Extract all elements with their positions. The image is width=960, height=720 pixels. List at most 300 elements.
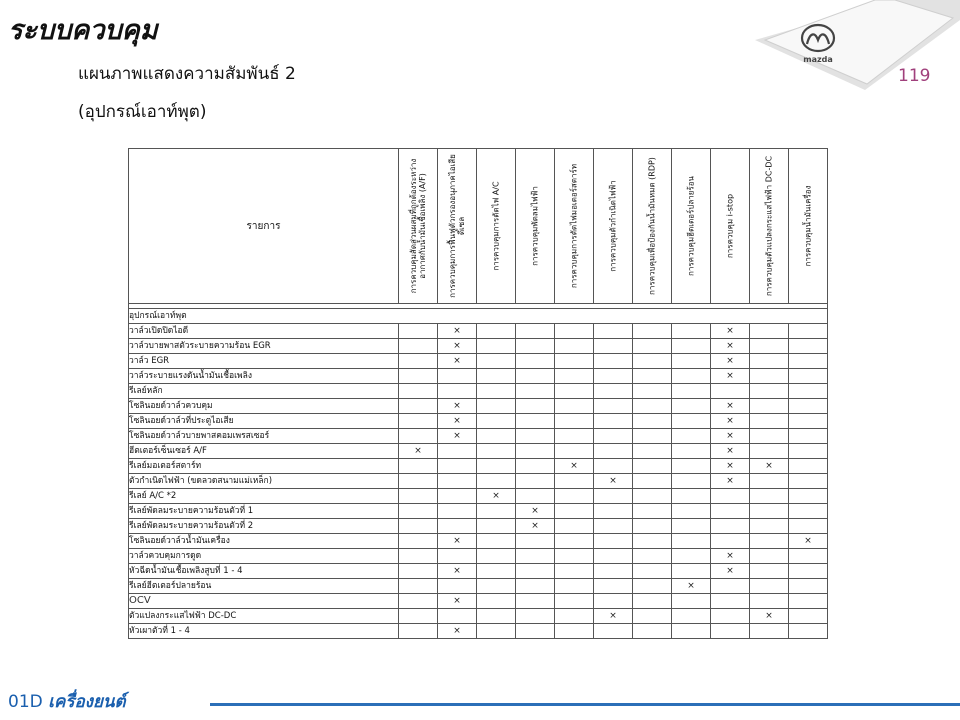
matrix-cell xyxy=(633,354,672,369)
matrix-cell xyxy=(633,384,672,399)
matrix-cell xyxy=(633,624,672,639)
matrix-cell xyxy=(594,504,633,519)
matrix-cell xyxy=(789,414,828,429)
column-header-5 xyxy=(555,149,594,304)
row-label: รีเลย์มอเตอร์สตาร์ท xyxy=(129,459,399,474)
matrix-cell xyxy=(555,564,594,579)
matrix-cell: × xyxy=(438,429,477,444)
relationship-matrix xyxy=(128,148,828,639)
column-header-label: การควบคุมน้ำมันเครื่อง xyxy=(803,185,813,267)
table-row xyxy=(129,489,828,504)
matrix-cell xyxy=(555,474,594,489)
table-row xyxy=(129,339,828,354)
matrix-cell xyxy=(633,609,672,624)
matrix-cell xyxy=(672,399,711,414)
column-header-label: การควบคุมเพื่อป้องกันน้ำมันหมด (RDP) xyxy=(647,157,657,295)
matrix-cell xyxy=(750,399,789,414)
matrix-cell xyxy=(399,504,438,519)
matrix-cell xyxy=(672,564,711,579)
matrix-cell: × xyxy=(711,414,750,429)
matrix-cell xyxy=(516,369,555,384)
matrix-cell xyxy=(516,549,555,564)
matrix-cell xyxy=(399,354,438,369)
row-label: โซลินอยด์วาล์วบายพาสคอมเพรสเซอร์ xyxy=(129,429,399,444)
matrix-cell xyxy=(438,459,477,474)
matrix-cell xyxy=(594,384,633,399)
matrix-cell xyxy=(594,594,633,609)
matrix-cell xyxy=(633,549,672,564)
matrix-cell: × xyxy=(711,369,750,384)
table-row xyxy=(129,504,828,519)
matrix-cell xyxy=(555,609,594,624)
matrix-cell xyxy=(594,534,633,549)
matrix-cell: × xyxy=(399,444,438,459)
matrix-cell xyxy=(438,549,477,564)
matrix-cell xyxy=(438,579,477,594)
matrix-cell xyxy=(516,384,555,399)
matrix-cell xyxy=(711,624,750,639)
matrix-cell xyxy=(711,609,750,624)
matrix-cell xyxy=(672,414,711,429)
matrix-cell xyxy=(789,444,828,459)
matrix-cell xyxy=(438,369,477,384)
matrix-cell xyxy=(516,339,555,354)
matrix-cell xyxy=(438,504,477,519)
matrix-cell xyxy=(477,339,516,354)
matrix-cell: × xyxy=(711,324,750,339)
matrix-cell xyxy=(789,339,828,354)
matrix-cell xyxy=(555,384,594,399)
matrix-cell: × xyxy=(711,564,750,579)
matrix-cell xyxy=(555,489,594,504)
matrix-cell xyxy=(750,369,789,384)
matrix-cell xyxy=(516,324,555,339)
matrix-cell xyxy=(477,474,516,489)
matrix-cell xyxy=(594,489,633,504)
matrix-cell xyxy=(672,549,711,564)
matrix-cell xyxy=(477,519,516,534)
column-header-label: การควบคุมตัวกำเนิดไฟฟ้า xyxy=(608,180,618,272)
matrix-cell xyxy=(672,534,711,549)
matrix-cell xyxy=(711,594,750,609)
column-header-6 xyxy=(594,149,633,304)
matrix-cell xyxy=(399,384,438,399)
table-row xyxy=(129,594,828,609)
matrix-cell xyxy=(633,594,672,609)
matrix-cell xyxy=(399,459,438,474)
matrix-cell xyxy=(555,414,594,429)
matrix-cell xyxy=(633,564,672,579)
matrix-cell xyxy=(399,339,438,354)
matrix-cell xyxy=(750,339,789,354)
matrix-cell xyxy=(672,519,711,534)
matrix-cell: × xyxy=(516,504,555,519)
matrix-cell xyxy=(633,459,672,474)
matrix-cell xyxy=(633,339,672,354)
matrix-cell xyxy=(750,534,789,549)
row-label: ตัวแปลงกระแสไฟฟ้า DC-DC xyxy=(129,609,399,624)
page-title: ระบบควบคุม xyxy=(8,15,158,46)
matrix-cell xyxy=(633,414,672,429)
matrix-cell xyxy=(555,534,594,549)
column-header-label: การควบคุมสัดส่วนผสมที่ถูกต้องระหว่างอากาศกับน้ำมันเชื้อเพลิง (A/F) xyxy=(409,158,427,294)
table-row xyxy=(129,564,828,579)
matrix-cell xyxy=(789,549,828,564)
matrix-cell xyxy=(438,474,477,489)
matrix-cell xyxy=(516,609,555,624)
matrix-cell xyxy=(516,459,555,474)
matrix-cell xyxy=(672,459,711,474)
matrix-cell: × xyxy=(438,339,477,354)
matrix-cell xyxy=(516,594,555,609)
matrix-cell xyxy=(672,594,711,609)
table-row xyxy=(129,474,828,489)
matrix-cell xyxy=(711,534,750,549)
matrix-cell: × xyxy=(438,534,477,549)
column-header-label: การควบคุมการตัดไฟ A/C xyxy=(491,181,501,271)
matrix-cell: × xyxy=(672,579,711,594)
table-row xyxy=(129,519,828,534)
matrix-cell xyxy=(594,414,633,429)
matrix-cell xyxy=(750,429,789,444)
matrix-cell xyxy=(789,354,828,369)
matrix-cell: × xyxy=(789,534,828,549)
matrix-cell xyxy=(555,324,594,339)
matrix-cell xyxy=(399,594,438,609)
matrix-cell xyxy=(789,519,828,534)
matrix-cell xyxy=(594,519,633,534)
row-label: OCV xyxy=(129,594,399,609)
matrix-cell xyxy=(594,339,633,354)
matrix-cell xyxy=(594,354,633,369)
matrix-cell xyxy=(633,429,672,444)
matrix-cell xyxy=(477,564,516,579)
row-label: รีเลย์พัดลมระบายความร้อนตัวที่ 1 xyxy=(129,504,399,519)
matrix-cell xyxy=(516,579,555,594)
matrix-cell xyxy=(672,324,711,339)
matrix-cell xyxy=(711,519,750,534)
matrix-cell xyxy=(438,384,477,399)
matrix-cell xyxy=(789,429,828,444)
matrix-cell: × xyxy=(438,564,477,579)
matrix-cell: × xyxy=(750,459,789,474)
matrix-cell xyxy=(789,579,828,594)
column-header-label: การควบคุมการฟื้นฟูตัวกรองอนุภาคไอเสียดีเซล xyxy=(448,154,466,298)
matrix-cell xyxy=(789,504,828,519)
matrix-cell xyxy=(477,579,516,594)
matrix-cell xyxy=(711,504,750,519)
logo-wordmark: mazda xyxy=(803,55,833,64)
column-header-7 xyxy=(633,149,672,304)
matrix-cell: × xyxy=(711,339,750,354)
matrix-cell xyxy=(477,324,516,339)
matrix-cell: × xyxy=(555,459,594,474)
table-row xyxy=(129,324,828,339)
matrix-cell xyxy=(477,429,516,444)
row-label: โซลินอยด์วาล์วควบคุม xyxy=(129,399,399,414)
column-header-10 xyxy=(750,149,789,304)
matrix-cell xyxy=(399,624,438,639)
table-row xyxy=(129,384,828,399)
matrix-cell xyxy=(477,384,516,399)
matrix-cell: × xyxy=(438,624,477,639)
row-label: วาล์วเปิดปิดไอดี xyxy=(129,324,399,339)
matrix-cell xyxy=(594,369,633,384)
matrix-cell xyxy=(750,384,789,399)
footer-divider xyxy=(210,703,960,706)
matrix-cell: × xyxy=(594,474,633,489)
matrix-cell xyxy=(633,399,672,414)
matrix-cell xyxy=(594,444,633,459)
column-header-11 xyxy=(789,149,828,304)
table-row xyxy=(129,579,828,594)
matrix-cell xyxy=(477,369,516,384)
matrix-cell xyxy=(399,549,438,564)
matrix-cell xyxy=(711,579,750,594)
matrix-cell: × xyxy=(438,324,477,339)
corner-header: รายการ xyxy=(129,149,399,304)
row-label: รีเลย์หลัก xyxy=(129,384,399,399)
matrix-cell xyxy=(789,399,828,414)
matrix-cell xyxy=(399,414,438,429)
matrix-cell xyxy=(477,444,516,459)
matrix-cell xyxy=(555,444,594,459)
matrix-cell xyxy=(399,369,438,384)
matrix-cell: × xyxy=(711,354,750,369)
matrix-cell xyxy=(555,399,594,414)
column-header-3 xyxy=(477,149,516,304)
column-header-4 xyxy=(516,149,555,304)
matrix-cell xyxy=(477,504,516,519)
matrix-cell xyxy=(594,564,633,579)
column-header-label: การควบคุมฮีตเตอร์ปลายร้อน xyxy=(686,175,696,277)
row-label: หัวฉีดน้ำมันเชื้อเพลิงสูบที่ 1 - 4 xyxy=(129,564,399,579)
matrix-cell xyxy=(789,624,828,639)
matrix-cell xyxy=(633,504,672,519)
matrix-cell: × xyxy=(750,609,789,624)
matrix-cell xyxy=(789,564,828,579)
table-row xyxy=(129,369,828,384)
matrix-cell: × xyxy=(711,429,750,444)
matrix-cell xyxy=(594,399,633,414)
matrix-cell xyxy=(672,444,711,459)
page-number: 119 xyxy=(898,66,931,86)
matrix-cell xyxy=(594,324,633,339)
table-row xyxy=(129,354,828,369)
matrix-cell xyxy=(516,624,555,639)
matrix-cell xyxy=(516,564,555,579)
row-label: โซลินอยด์วาล์วน้ำมันเครื่อง xyxy=(129,534,399,549)
row-label: รีเลย์ A/C *2 xyxy=(129,489,399,504)
matrix-cell xyxy=(672,474,711,489)
matrix-cell xyxy=(399,534,438,549)
matrix-cell xyxy=(789,594,828,609)
matrix-cell xyxy=(516,444,555,459)
column-header-1 xyxy=(399,149,438,304)
row-label: วาล์วบายพาสตัวระบายความร้อน EGR xyxy=(129,339,399,354)
matrix-cell xyxy=(516,399,555,414)
matrix-cell xyxy=(516,489,555,504)
matrix-cell xyxy=(477,549,516,564)
matrix-cell: × xyxy=(477,489,516,504)
row-label: ฮีตเตอร์เซ็นเซอร์ A/F xyxy=(129,444,399,459)
matrix-cell xyxy=(516,429,555,444)
column-header-label: การควบคุมพัดลมไฟฟ้า xyxy=(530,186,540,266)
column-header-label: การควบคุมตัวแปลงกระแสไฟฟ้า DC-DC xyxy=(764,155,774,297)
table-row xyxy=(129,549,828,564)
matrix-cell xyxy=(399,564,438,579)
matrix-cell xyxy=(399,609,438,624)
matrix-cell xyxy=(711,489,750,504)
matrix-cell xyxy=(750,564,789,579)
matrix-cell: × xyxy=(594,609,633,624)
table-row xyxy=(129,444,828,459)
table-row xyxy=(129,459,828,474)
matrix-cell xyxy=(516,414,555,429)
matrix-cell xyxy=(438,609,477,624)
row-label: ตัวกำเนิดไฟฟ้า (ขดลวดสนามแม่เหล็ก) xyxy=(129,474,399,489)
row-label: วาล์วควบคุมการดูด xyxy=(129,549,399,564)
matrix-cell xyxy=(555,504,594,519)
matrix-cell xyxy=(750,474,789,489)
column-header-label: การควบคุมการตัดไฟมอเตอร์สตาร์ท xyxy=(569,163,579,289)
matrix-cell: × xyxy=(711,444,750,459)
matrix-cell xyxy=(477,414,516,429)
matrix-cell xyxy=(672,609,711,624)
matrix-cell: × xyxy=(438,354,477,369)
matrix-cell xyxy=(789,609,828,624)
matrix-cell xyxy=(750,504,789,519)
row-label: หัวเผาตัวที่ 1 - 4 xyxy=(129,624,399,639)
matrix-cell xyxy=(477,399,516,414)
matrix-cell xyxy=(750,444,789,459)
matrix-cell xyxy=(516,534,555,549)
matrix-cell xyxy=(438,489,477,504)
matrix-cell xyxy=(594,429,633,444)
matrix-cell xyxy=(594,459,633,474)
matrix-cell xyxy=(672,624,711,639)
matrix-cell xyxy=(633,534,672,549)
footer-label: เครื่องยนต์ xyxy=(48,692,126,712)
matrix-cell xyxy=(399,429,438,444)
table-row xyxy=(129,609,828,624)
matrix-cell xyxy=(789,459,828,474)
matrix-cell xyxy=(594,549,633,564)
matrix-cell xyxy=(672,489,711,504)
row-label: โซลินอยด์วาล์วที่ประตูไอเสีย xyxy=(129,414,399,429)
row-label: วาล์ว EGR xyxy=(129,354,399,369)
matrix-cell xyxy=(555,594,594,609)
row-label: รีเลย์ฮีตเตอร์ปลายร้อน xyxy=(129,579,399,594)
matrix-cell xyxy=(789,324,828,339)
table-row xyxy=(129,429,828,444)
matrix-cell xyxy=(594,624,633,639)
mazda-logo xyxy=(745,0,960,90)
matrix-cell xyxy=(711,384,750,399)
matrix-cell: × xyxy=(438,414,477,429)
matrix-cell xyxy=(750,579,789,594)
matrix-cell xyxy=(672,354,711,369)
footer-section xyxy=(8,688,126,715)
matrix-cell: × xyxy=(438,399,477,414)
matrix-cell xyxy=(555,369,594,384)
matrix-cell xyxy=(438,444,477,459)
matrix-cell xyxy=(789,384,828,399)
matrix-cell xyxy=(477,354,516,369)
matrix-cell: × xyxy=(711,474,750,489)
matrix-cell xyxy=(750,519,789,534)
diagram-category: (อุปกรณ์เอาท์พุต) xyxy=(78,102,207,122)
matrix-cell xyxy=(399,489,438,504)
matrix-cell xyxy=(399,579,438,594)
matrix-cell xyxy=(633,579,672,594)
matrix-cell xyxy=(399,474,438,489)
matrix-cell xyxy=(633,474,672,489)
matrix-cell xyxy=(672,339,711,354)
matrix-cell xyxy=(789,489,828,504)
matrix-cell xyxy=(633,324,672,339)
matrix-cell: × xyxy=(711,549,750,564)
matrix-cell xyxy=(633,489,672,504)
matrix-cell xyxy=(438,519,477,534)
matrix-cell: × xyxy=(711,459,750,474)
table-row xyxy=(129,534,828,549)
matrix-cell: × xyxy=(438,594,477,609)
column-header-9 xyxy=(711,149,750,304)
table-row xyxy=(129,414,828,429)
matrix-cell xyxy=(750,624,789,639)
matrix-cell xyxy=(555,354,594,369)
matrix-cell xyxy=(789,369,828,384)
matrix-cell xyxy=(750,324,789,339)
column-header-label: การควบคุม i-stop xyxy=(725,193,735,259)
matrix-cell xyxy=(750,354,789,369)
matrix-cell xyxy=(477,459,516,474)
matrix-cell xyxy=(477,594,516,609)
matrix-cell: × xyxy=(711,399,750,414)
table-row xyxy=(129,399,828,414)
column-header-2 xyxy=(438,149,477,304)
matrix-cell xyxy=(594,579,633,594)
matrix-cell xyxy=(555,549,594,564)
matrix-cell xyxy=(555,519,594,534)
matrix-cell xyxy=(789,474,828,489)
matrix-cell xyxy=(633,369,672,384)
matrix-cell xyxy=(555,579,594,594)
matrix-cell xyxy=(555,429,594,444)
table-row xyxy=(129,624,828,639)
matrix-cell xyxy=(750,489,789,504)
matrix-cell xyxy=(399,324,438,339)
matrix-cell xyxy=(633,444,672,459)
matrix-cell xyxy=(672,429,711,444)
matrix-cell xyxy=(672,384,711,399)
section-header: อุปกรณ์เอาท์พุต xyxy=(129,309,828,324)
column-header-8 xyxy=(672,149,711,304)
matrix-cell xyxy=(516,354,555,369)
matrix-cell xyxy=(750,594,789,609)
matrix-cell xyxy=(672,504,711,519)
diagram-subtitle: แผนภาพแสดงความสัมพันธ์ 2 xyxy=(78,64,296,84)
matrix-cell xyxy=(555,339,594,354)
matrix-cell xyxy=(399,519,438,534)
matrix-cell xyxy=(633,519,672,534)
matrix-cell xyxy=(477,609,516,624)
matrix-cell xyxy=(555,624,594,639)
matrix-cell xyxy=(750,549,789,564)
matrix-cell xyxy=(750,414,789,429)
matrix-cell: × xyxy=(516,519,555,534)
